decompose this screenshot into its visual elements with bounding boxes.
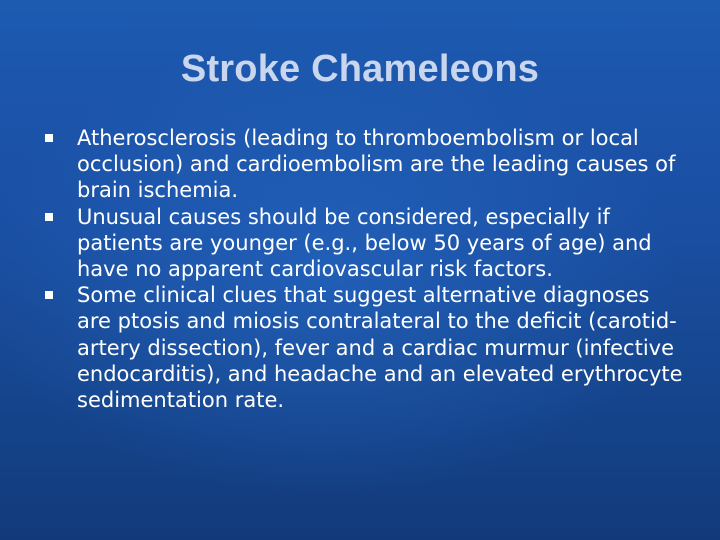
square-bullet-icon (45, 213, 53, 221)
bullet-item (45, 204, 685, 283)
square-bullet-icon (45, 134, 53, 142)
square-bullet-icon (45, 291, 53, 299)
bullet-item (45, 125, 685, 204)
bullet-text: Unusual causes should be considered, especially if patients are younger (e.g., below 50 years of age) and have no apparent cardiovascular risk factors. (77, 204, 652, 282)
bullet-item (45, 282, 685, 413)
bullet-text: Some clinical clues that suggest alternative diagnoses are ptosis and miosis contralateral to the deficit (carotid-artery dissection), fever and a cardiac murmur (infective endocarditis), and headache and an elevated erythrocyte sedimentation rate. (77, 283, 683, 413)
slide-title: Stroke Chameleons (180, 48, 540, 90)
bullet-list (45, 125, 685, 413)
bullet-text: Atherosclerosis (leading to thromboembolism or local occlusion) and cardioembolism are the leading causes of brain ischemia. (77, 126, 676, 203)
